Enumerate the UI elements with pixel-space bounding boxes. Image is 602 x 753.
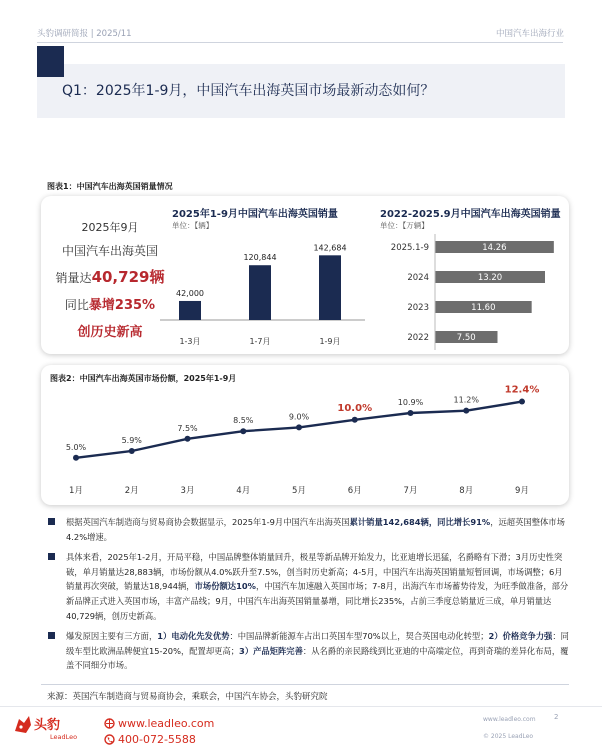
kpi-date: 2025年9月 [81,221,139,234]
bar-value-label: 42,000 [176,288,204,298]
footer-divider [0,706,602,707]
hbar-category-label: 2025.1-9 [390,243,429,253]
kpi-growth-prefix: 同比 [64,298,89,312]
kpi-growth [41,294,179,313]
question-marker [37,46,64,77]
bullet-square-icon [48,518,55,525]
figure1-title: 图表1：中国汽车出海英国销量情况 [47,182,173,191]
month-label: 4月 [236,486,251,496]
month-label: 6月 [347,486,362,496]
leopard-logo-icon [12,713,34,737]
hbar-category-label: 2022 [407,333,429,343]
analysis-bullets [41,515,569,679]
bullet-text: ，中国汽车加速融入英国市场；7-8月，出海汽车市场蓄势待发，为旺季做准备，部分新品牌正式进入英国市场，丰富产品线；9月，中国汽车出海英国销量暴增，同比增长235%，占前三季度总销量近三成，单月销量达40,729辆，创历史新高。 [66,581,569,621]
source-note: 来源：英国汽车制造商与贸易商协会，乘联会，中国汽车协会，头豹研究院 [47,692,328,702]
share-point-8 [463,408,469,414]
vertical-bar-chart [160,232,370,350]
logo-text: 头豹 [34,718,61,733]
share-value-label: 9.0% [288,412,310,422]
month-label: 2月 [124,486,139,496]
bar-1 [179,301,201,320]
hbar-chart-title: 2022-2025.9月中国汽车出海英国销量 [380,209,561,220]
share-value-label: 5.0% [65,442,87,452]
share-value-label: 7.5% [177,423,198,433]
hbar-category-label: 2024 [407,273,429,283]
bullet-highlight: 3）产品矩阵完善 [239,645,303,656]
share-point-6 [352,417,358,423]
bullet-text: ：中国品牌新能源车占出口英国车型70%以上，契合英国电动化转型； [229,631,489,642]
question-title: Q1：2025年1-9月，中国汽车出海英国市场最新动态如何？ [62,83,435,99]
share-value-label: 11.2% [453,395,479,405]
bullet-paragraph [41,515,569,544]
hbar-value-label: 11.60 [471,303,496,314]
share-point-2 [129,448,135,454]
source-divider [41,684,569,685]
horizontal-bar-chart [380,232,565,350]
bullet-text: 具体来看，2025年1-2月，开局平稳，中国品牌整体销量回升，极星等新品牌开始发力，比亚迪增长迅猛，名爵略有下滑；3月历史性突破，单月销量达28,883辆，市场份额从4.0%跃升至7.5%，创当时历史新高；4-5月，中国汽车出海英国销量短暂回调，市场调整；6月销量再次突破，销量达18,944辆， [66,552,563,592]
month-label: 3月 [180,486,195,496]
kpi-growth-value: 暴增235% [88,298,156,313]
header-divider [37,42,563,43]
month-label: 8月 [459,486,474,496]
bullet-highlight: 累计销量142,684辆，同比增长91% [349,517,491,527]
bar-3 [319,255,341,320]
report-header-left: 头豹调研简报 | 2025/11 [37,29,132,39]
bullet-text: ：从名爵的亲民路线到比亚迪的中高端定位，再到奇瑞的差异化布局，覆盖不同细分市场。 [66,645,569,671]
logo-subtext: LeadLeo [50,733,78,741]
kpi-record: 创历史新高 [77,325,143,340]
report-header-right: 中国汽车出海行业 [495,29,564,39]
kpi-subject: 中国汽车出海英国 [61,244,158,258]
kpi-sales-prefix: 销量达 [55,271,92,285]
phone-icon [104,734,115,745]
bullet-highlight: 2）价格竞争力强 [488,631,553,642]
share-value-label: 5.9% [121,435,142,445]
share-value-label: 8.5% [233,416,254,426]
hbar-chart-unit: 单位：【万辆】 [380,221,429,230]
bullet-square-icon [48,553,55,560]
kpi-sales-value: 40,729辆 [91,268,165,286]
bullet-text: 爆发原因主要有三方面， [66,631,158,642]
bar-chart-unit: 单位：【辆】 [172,221,214,230]
share-value-label: 12.4% [504,385,540,396]
bar-2 [249,265,271,320]
share-point-9 [519,399,525,405]
hbar-value-label: 7.50 [456,333,476,344]
footer-website-small: www.leadleo.com [483,716,536,723]
bullet-text: ，远超英国整体市场4.2%增速。 [66,517,565,542]
figure2-title: 图表2：中国汽车出海英国市场份额，2025年1-9月 [50,374,237,383]
bullet-highlight: 市场份额达10% [194,581,256,592]
hbar-category-label: 2023 [407,303,429,313]
hbar-value-label: 13.20 [477,273,503,284]
kpi-sales [41,266,179,287]
bullet-highlight: 1）电动化先发优势 [157,631,230,642]
bullet-text: ：同级车型比欧洲品牌便宜15-20%，配置却更高； [66,631,569,656]
share-value-label: 10.9% [397,397,424,407]
month-label: 7月 [403,486,418,496]
bar-category-label: 1-9月 [319,337,341,346]
share-value-label: 10.0% [337,402,373,414]
web-icon [104,718,115,729]
month-label: 1月 [69,486,83,496]
footer-website-link[interactable]: www.leadleo.com [118,717,215,730]
line-chart [41,385,569,503]
page-number: 2 [554,713,559,721]
month-label: 9月 [515,486,529,496]
footer-phone: 400-072-5588 [118,733,196,746]
bullet-paragraph [41,629,569,673]
bar-chart-title: 2025年1-9月中国汽车出海英国销量 [172,209,338,220]
hbar-value-label: 14.26 [482,243,507,254]
bullet-paragraph [41,550,569,623]
bullet-square-icon [48,632,55,639]
bar-category-label: 1-7月 [249,337,271,346]
footer-copyright: © 2025 LeadLeo [483,733,534,740]
share-point-3 [185,436,191,442]
share-point-7 [408,410,414,416]
share-point-5 [296,424,302,430]
share-point-4 [240,428,246,434]
share-point-1 [73,455,79,461]
bar-value-label: 120,844 [243,253,277,263]
bar-category-label: 1-3月 [179,337,201,346]
bar-value-label: 142,684 [313,243,347,253]
month-label: 5月 [292,486,306,496]
bullet-text: 根据英国汽车制造商与贸易商协会数据显示，2025年1-9月中国汽车出海英国 [66,517,350,527]
